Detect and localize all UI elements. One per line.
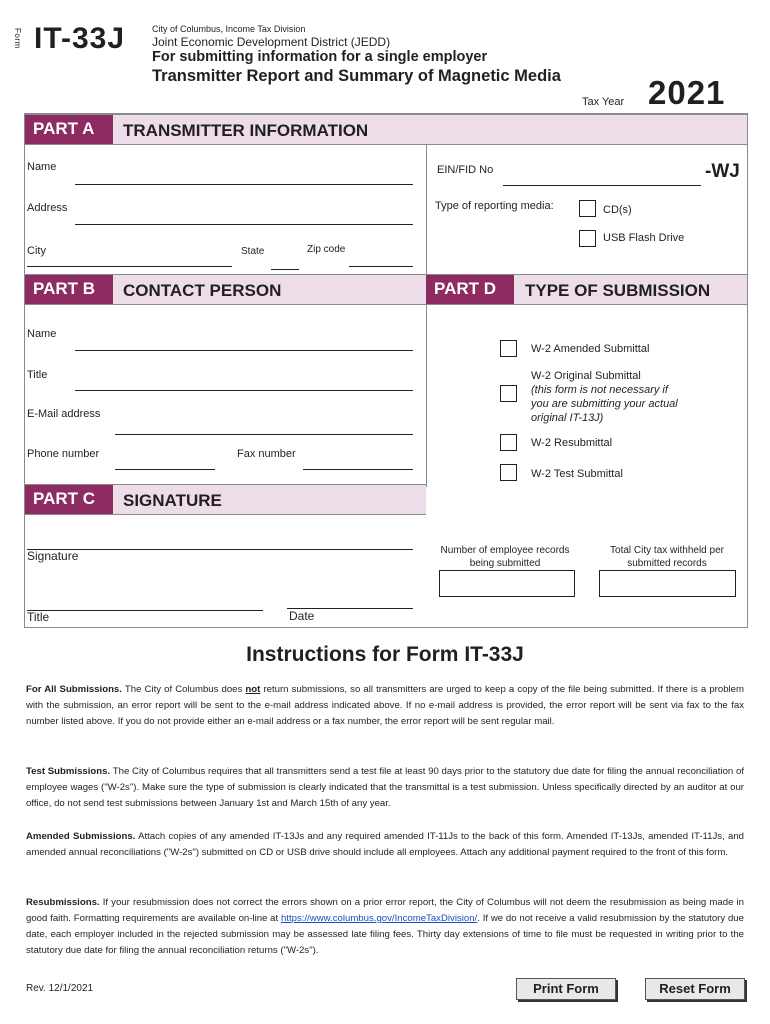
signature-field[interactable] xyxy=(27,549,413,550)
contact-email-label: E-Mail address xyxy=(27,408,101,420)
tax-year: 2021 xyxy=(648,74,726,111)
contact-phone-field[interactable] xyxy=(115,469,215,470)
all-submissions-paragraph xyxy=(26,682,744,730)
original-note: (this form is not necessary if you are submitting your actual original IT-13J) xyxy=(531,384,678,424)
transmitter-city-field[interactable] xyxy=(27,266,232,267)
part-a-title: TRANSMITTER INFORMATION xyxy=(123,121,369,140)
transmitter-city-label: City xyxy=(27,245,46,257)
part-c-label: PART C xyxy=(25,485,113,514)
all-submissions-not: not xyxy=(245,684,261,695)
signer-title-label: Title xyxy=(27,610,50,624)
cd-label: CD(s) xyxy=(603,204,632,216)
resubmittal-label: W-2 Resubmittal xyxy=(531,437,613,449)
part-d-label: PART D xyxy=(426,275,514,304)
amended-submissions-paragraph xyxy=(26,829,744,861)
tax-withheld-label: Total City tax withheld per submitted records xyxy=(610,545,724,569)
print-form-button[interactable]: Print Form xyxy=(516,978,616,1000)
resubmittal-checkbox[interactable] xyxy=(500,434,517,451)
tax-year-label: Tax Year xyxy=(582,96,625,108)
contact-email-field[interactable] xyxy=(115,434,413,435)
amended-submissions-text: Attach copies of any amended IT-13Js and any required amended IT-11Js to the back of this form. Amended IT-13Js, amended IT-11Js, and amended annual reconciliations ("W-2s") submitted on CD or USB drive should include all employees. Attach any additional payment required to the front of this form. xyxy=(26,831,744,858)
all-submissions-text-1: The City of Columbus does xyxy=(124,684,243,695)
form-word: Form xyxy=(13,28,22,49)
form-id: IT-33J xyxy=(34,22,126,55)
original-checkbox[interactable] xyxy=(500,385,517,402)
part-b-title: CONTACT PERSON xyxy=(123,281,282,300)
media-type-label: Type of reporting media: xyxy=(435,200,554,212)
test-submissions-heading: Test Submissions. xyxy=(26,766,111,777)
test-label: W-2 Test Submittal xyxy=(531,468,623,480)
contact-fax-label: Fax number xyxy=(237,448,296,460)
resubmissions-paragraph xyxy=(26,895,744,959)
part-a-label: PART A xyxy=(25,115,113,144)
instructions-title: Instructions for Form IT-33J xyxy=(246,643,524,666)
resubmissions-text-2: . If we do not receive a valid resubmission by the statutory due date, each employer included in the rejected submission may be assessed late filing fees. Thirty day extensions of time to file must be requested in writing prior to the statutory due date for filing the annual reconciliation returns ("W-2s"). xyxy=(26,913,744,956)
amended-submissions-heading: Amended Submissions. xyxy=(26,831,136,842)
form-title: Transmitter Report and Summary of Magnetic Media xyxy=(152,67,561,85)
ein-label: EIN/FID No xyxy=(437,164,494,176)
all-submissions-text-2: return submissions, so all transmitters are urged to keep a copy of the file being submitted. If there is a problem with the submission, an error report will be sent to the e-mail address indicated above. If no e-mail address is provided, the error report will be sent via fax to the fax number listed above. If you do not provide either an e-mail address or a fax number, the error report will be sent regular mail. xyxy=(26,684,745,727)
form-subtitle: For submitting information for a single employer xyxy=(152,49,488,65)
jedd-title: Joint Economic Development District (JEDD) xyxy=(152,35,391,49)
part-b-label: PART B xyxy=(25,275,113,304)
signature-label: Signature xyxy=(27,549,79,563)
transmitter-state-label: State xyxy=(241,246,265,257)
usb-label: USB Flash Drive xyxy=(603,232,685,244)
contact-name-label: Name xyxy=(27,328,57,340)
transmitter-name-field[interactable] xyxy=(75,184,413,185)
test-submissions-text: The City of Columbus requires that all transmitters send a test file at least 90 days prior to the statutory due date for filing the annual reconciliation of employee wages ("W-2s"). Make sure the type of submission is clearly indicated that the transmittal is a test submission. Unless specifically directed by an auditor at our office, do not send test submissions between January 1st and March 15th of any year. xyxy=(26,766,744,809)
part-d-title: TYPE OF SUBMISSION xyxy=(525,281,711,300)
column-divider xyxy=(426,145,427,487)
contact-fax-field[interactable] xyxy=(303,469,413,470)
part-c-bar xyxy=(25,484,426,515)
transmitter-name-label: Name xyxy=(27,161,57,173)
transmitter-zip-label: Zip code xyxy=(307,244,346,255)
part-c-title: SIGNATURE xyxy=(123,491,222,510)
part-d-bar xyxy=(426,274,747,305)
amended-label: W-2 Amended Submittal xyxy=(531,343,650,355)
transmitter-address-field[interactable] xyxy=(75,224,413,225)
signer-title-field[interactable] xyxy=(27,610,263,611)
test-checkbox[interactable] xyxy=(500,464,517,481)
cd-checkbox[interactable] xyxy=(579,200,596,217)
date-label: Date xyxy=(289,609,315,623)
ein-field[interactable] xyxy=(503,185,701,186)
test-submissions-paragraph xyxy=(26,764,744,812)
ein-suffix: -WJ xyxy=(705,161,740,182)
contact-title-label: Title xyxy=(27,369,48,381)
form-box xyxy=(24,113,748,628)
part-a-bar xyxy=(25,114,747,145)
transmitter-zip-field[interactable] xyxy=(349,266,413,267)
contact-phone-label: Phone number xyxy=(27,448,100,460)
tax-withheld-field[interactable] xyxy=(599,570,736,597)
usb-checkbox[interactable] xyxy=(579,230,596,247)
transmitter-address-label: Address xyxy=(27,202,68,214)
transmitter-state-field[interactable] xyxy=(271,269,299,270)
contact-title-field[interactable] xyxy=(75,390,413,391)
reset-form-button[interactable]: Reset Form xyxy=(645,978,745,1000)
part-b-bar xyxy=(25,274,426,305)
resubmissions-heading: Resubmissions. xyxy=(26,897,100,908)
income-tax-link[interactable]: https://www.columbus.gov/IncomeTaxDivision/ xyxy=(281,913,478,924)
amended-checkbox[interactable] xyxy=(500,340,517,357)
records-label: Number of employee records being submitted xyxy=(440,545,570,569)
resubmissions-text-1: If your resubmission does not correct the errors shown on a prior error report, the City of Columbus will not deem the resubmission as being made in good faith. Formatting requirements are available on-line at xyxy=(26,897,744,924)
original-label: W-2 Original Submittal xyxy=(531,370,641,382)
records-field[interactable] xyxy=(439,570,575,597)
all-submissions-heading: For All Submissions. xyxy=(26,684,122,695)
city-division: City of Columbus, Income Tax Division xyxy=(152,24,306,34)
revision-date: Rev. 12/1/2021 xyxy=(26,983,94,994)
contact-name-field[interactable] xyxy=(75,350,413,351)
